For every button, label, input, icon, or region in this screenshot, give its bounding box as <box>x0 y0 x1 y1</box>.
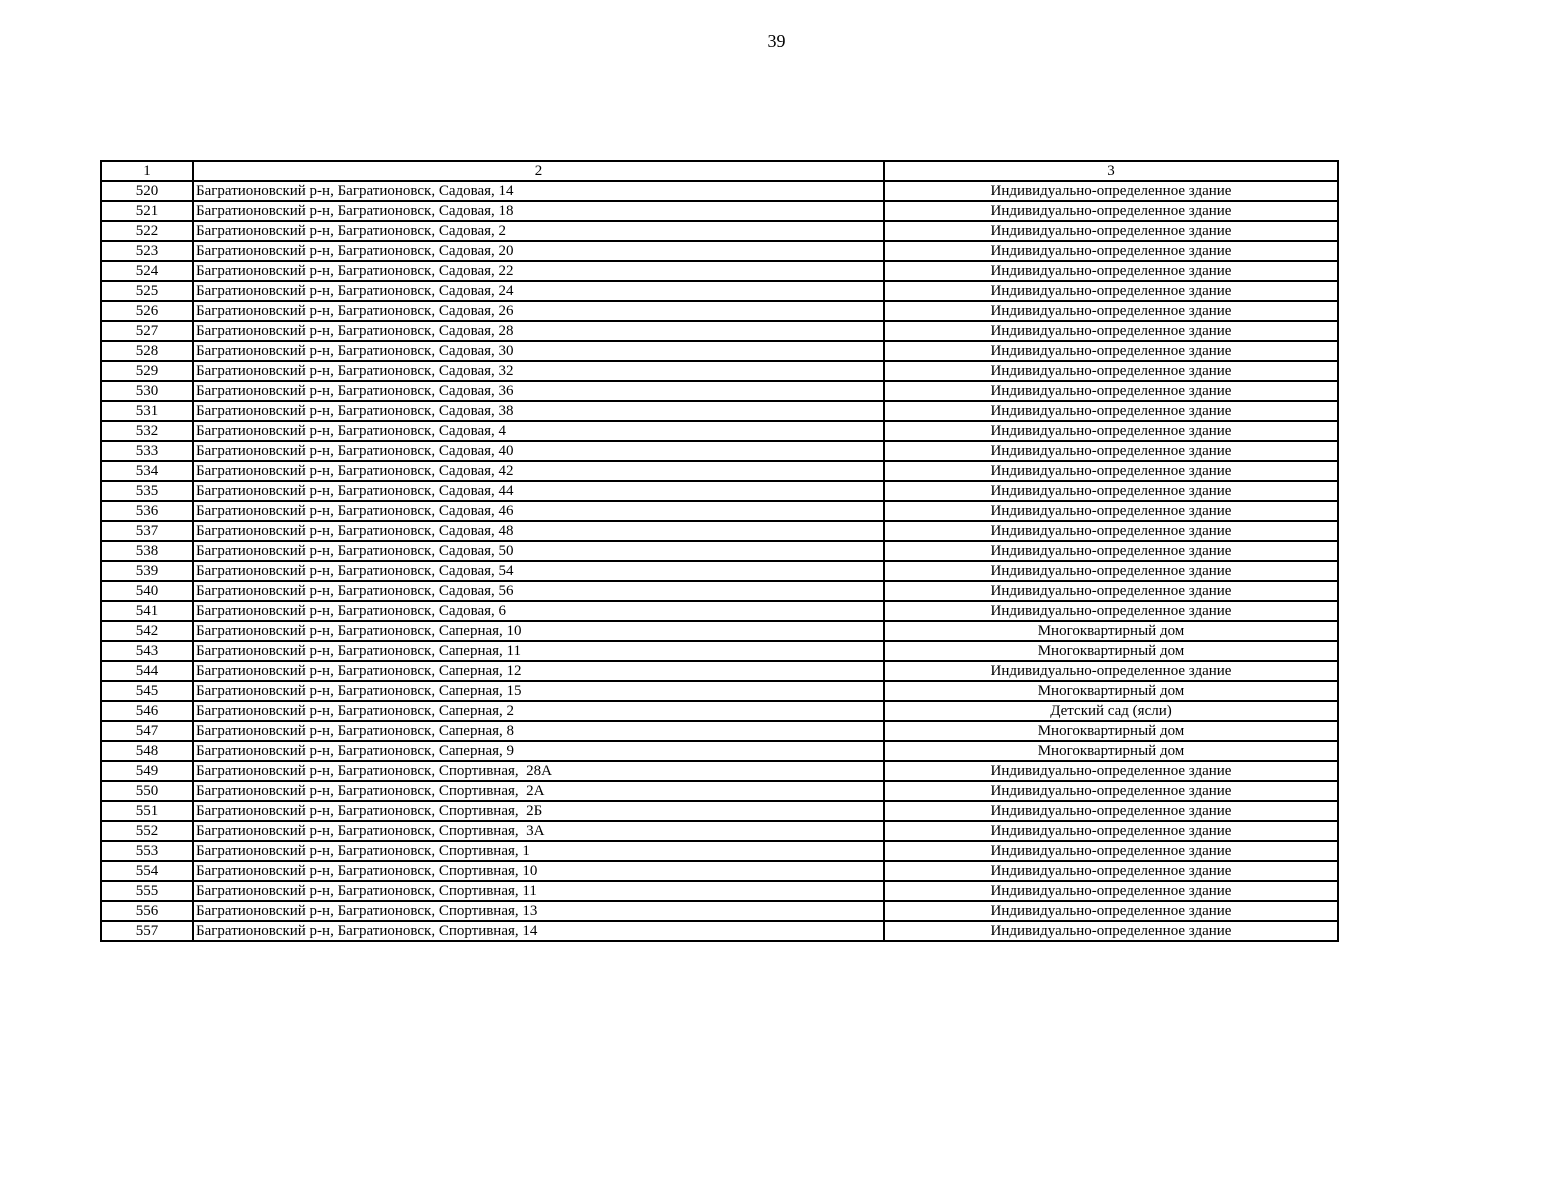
row-number-cell: 552 <box>101 821 193 841</box>
table-row <box>101 321 1338 341</box>
address-cell: Багратионовский р-н, Багратионовск, Спортивная, 11 <box>193 881 884 901</box>
building-type-cell: Индивидуально-определенное здание <box>884 301 1338 321</box>
address-cell: Багратионовский р-н, Багратионовск, Садовая, 42 <box>193 461 884 481</box>
row-number-cell: 547 <box>101 721 193 741</box>
address-cell: Багратионовский р-н, Багратионовск, Саперная, 2 <box>193 701 884 721</box>
address-cell: Багратионовский р-н, Багратионовск, Садовая, 22 <box>193 261 884 281</box>
row-number-cell: 524 <box>101 261 193 281</box>
address-cell: Багратионовский р-н, Багратионовск, Садовая, 40 <box>193 441 884 461</box>
table-row <box>101 681 1338 701</box>
building-type-cell: Индивидуально-определенное здание <box>884 261 1338 281</box>
building-type-cell: Индивидуально-определенное здание <box>884 561 1338 581</box>
row-number-cell: 520 <box>101 181 193 201</box>
table-row <box>101 481 1338 501</box>
building-type-cell: Многоквартирный дом <box>884 621 1338 641</box>
address-cell: Багратионовский р-н, Багратионовск, Садовая, 14 <box>193 181 884 201</box>
building-type-cell: Индивидуально-определенное здание <box>884 841 1338 861</box>
row-number-cell: 527 <box>101 321 193 341</box>
table-row <box>101 661 1338 681</box>
building-type-cell: Индивидуально-определенное здание <box>884 881 1338 901</box>
row-number-cell: 522 <box>101 221 193 241</box>
building-type-cell: Индивидуально-определенное здание <box>884 661 1338 681</box>
address-cell: Багратионовский р-н, Багратионовск, Саперная, 9 <box>193 741 884 761</box>
building-type-cell: Многоквартирный дом <box>884 681 1338 701</box>
row-number-cell: 549 <box>101 761 193 781</box>
address-cell: Багратионовский р-н, Багратионовск, Садовая, 48 <box>193 521 884 541</box>
building-type-cell: Индивидуально-определенное здание <box>884 581 1338 601</box>
address-cell: Багратионовский р-н, Багратионовск, Садовая, 30 <box>193 341 884 361</box>
table-row <box>101 221 1338 241</box>
table-body <box>101 181 1338 941</box>
building-type-cell: Индивидуально-определенное здание <box>884 361 1338 381</box>
row-number-cell: 525 <box>101 281 193 301</box>
row-number-cell: 550 <box>101 781 193 801</box>
building-type-cell: Индивидуально-определенное здание <box>884 781 1338 801</box>
building-type-cell: Индивидуально-определенное здание <box>884 201 1338 221</box>
header-row <box>101 161 1338 181</box>
address-cell: Багратионовский р-н, Багратионовск, Садовая, 18 <box>193 201 884 221</box>
row-number-cell: 526 <box>101 301 193 321</box>
address-cell: Багратионовский р-н, Багратионовск, Садовая, 46 <box>193 501 884 521</box>
address-cell: Багратионовский р-н, Багратионовск, Спортивная, 28А <box>193 761 884 781</box>
row-number-cell: 544 <box>101 661 193 681</box>
building-type-cell: Индивидуально-определенное здание <box>884 921 1338 941</box>
address-cell: Багратионовский р-н, Багратионовск, Садовая, 56 <box>193 581 884 601</box>
address-cell: Багратионовский р-н, Багратионовск, Садовая, 26 <box>193 301 884 321</box>
row-number-cell: 548 <box>101 741 193 761</box>
address-cell: Багратионовский р-н, Багратионовск, Спортивная, 13 <box>193 901 884 921</box>
address-cell: Багратионовский р-н, Багратионовск, Спортивная, 10 <box>193 861 884 881</box>
table-row <box>101 801 1338 821</box>
address-cell: Багратионовский р-н, Багратионовск, Садовая, 28 <box>193 321 884 341</box>
table-row <box>101 281 1338 301</box>
building-type-cell: Индивидуально-определенное здание <box>884 281 1338 301</box>
building-type-cell: Индивидуально-определенное здание <box>884 761 1338 781</box>
row-number-cell: 551 <box>101 801 193 821</box>
building-type-cell: Индивидуально-определенное здание <box>884 221 1338 241</box>
row-number-cell: 554 <box>101 861 193 881</box>
table-row <box>101 901 1338 921</box>
header-col-3: 3 <box>884 161 1338 181</box>
row-number-cell: 530 <box>101 381 193 401</box>
building-type-cell: Индивидуально-определенное здание <box>884 241 1338 261</box>
table-row <box>101 381 1338 401</box>
table-row <box>101 461 1338 481</box>
address-cell: Багратионовский р-н, Багратионовск, Садовая, 36 <box>193 381 884 401</box>
header-col-2: 2 <box>193 161 884 181</box>
address-cell: Багратионовский р-н, Багратионовск, Спортивная, 14 <box>193 921 884 941</box>
table-row <box>101 301 1338 321</box>
table-row <box>101 241 1338 261</box>
table-header <box>101 161 1338 181</box>
building-type-cell: Индивидуально-определенное здание <box>884 821 1338 841</box>
row-number-cell: 540 <box>101 581 193 601</box>
address-cell: Багратионовский р-н, Багратионовск, Саперная, 15 <box>193 681 884 701</box>
building-type-cell: Индивидуально-определенное здание <box>884 521 1338 541</box>
table-row <box>101 721 1338 741</box>
row-number-cell: 536 <box>101 501 193 521</box>
table-row <box>101 821 1338 841</box>
address-cell: Багратионовский р-н, Багратионовск, Садовая, 44 <box>193 481 884 501</box>
building-type-cell: Индивидуально-определенное здание <box>884 321 1338 341</box>
table-row <box>101 341 1338 361</box>
table-row <box>101 641 1338 661</box>
row-number-cell: 556 <box>101 901 193 921</box>
building-type-cell: Индивидуально-определенное здание <box>884 501 1338 521</box>
building-type-cell: Многоквартирный дом <box>884 721 1338 741</box>
table-row <box>101 861 1338 881</box>
building-type-cell: Индивидуально-определенное здание <box>884 601 1338 621</box>
building-type-cell: Индивидуально-определенное здание <box>884 421 1338 441</box>
row-number-cell: 521 <box>101 201 193 221</box>
table-row <box>101 421 1338 441</box>
row-number-cell: 532 <box>101 421 193 441</box>
address-cell: Багратионовский р-н, Багратионовск, Садовая, 2 <box>193 221 884 241</box>
table-row <box>101 841 1338 861</box>
row-number-cell: 542 <box>101 621 193 641</box>
building-type-cell: Индивидуально-определенное здание <box>884 461 1338 481</box>
row-number-cell: 541 <box>101 601 193 621</box>
table-row <box>101 501 1338 521</box>
building-type-cell: Индивидуально-определенное здание <box>884 861 1338 881</box>
row-number-cell: 533 <box>101 441 193 461</box>
table-row <box>101 881 1338 901</box>
building-type-cell: Индивидуально-определенное здание <box>884 441 1338 461</box>
table-row <box>101 741 1338 761</box>
table-row <box>101 561 1338 581</box>
table-row <box>101 601 1338 621</box>
table-row <box>101 541 1338 561</box>
address-cell: Багратионовский р-н, Багратионовск, Спортивная, 2Б <box>193 801 884 821</box>
page-number: 39 <box>767 31 786 51</box>
table-row <box>101 781 1338 801</box>
building-type-cell: Индивидуально-определенное здание <box>884 801 1338 821</box>
building-type-cell: Детский сад (ясли) <box>884 701 1338 721</box>
row-number-cell: 529 <box>101 361 193 381</box>
building-type-cell: Индивидуально-определенное здание <box>884 181 1338 201</box>
header-col-1: 1 <box>101 161 193 181</box>
row-number-cell: 523 <box>101 241 193 261</box>
table-row <box>101 921 1338 941</box>
building-type-cell: Индивидуально-определенное здание <box>884 481 1338 501</box>
buildings-table <box>100 160 1339 942</box>
table-row <box>101 401 1338 421</box>
row-number-cell: 543 <box>101 641 193 661</box>
building-type-cell: Многоквартирный дом <box>884 741 1338 761</box>
address-cell: Багратионовский р-н, Багратионовск, Саперная, 8 <box>193 721 884 741</box>
address-cell: Багратионовский р-н, Багратионовск, Садовая, 38 <box>193 401 884 421</box>
table-row <box>101 521 1338 541</box>
row-number-cell: 546 <box>101 701 193 721</box>
row-number-cell: 555 <box>101 881 193 901</box>
address-cell: Багратионовский р-н, Багратионовск, Спортивная, 2А <box>193 781 884 801</box>
address-cell: Багратионовский р-н, Багратионовск, Саперная, 11 <box>193 641 884 661</box>
building-type-cell: Многоквартирный дом <box>884 641 1338 661</box>
table-row <box>101 201 1338 221</box>
row-number-cell: 545 <box>101 681 193 701</box>
row-number-cell: 553 <box>101 841 193 861</box>
table-row <box>101 581 1338 601</box>
address-cell: Багратионовский р-н, Багратионовск, Садовая, 4 <box>193 421 884 441</box>
building-type-cell: Индивидуально-определенное здание <box>884 901 1338 921</box>
row-number-cell: 557 <box>101 921 193 941</box>
row-number-cell: 539 <box>101 561 193 581</box>
row-number-cell: 528 <box>101 341 193 361</box>
address-cell: Багратионовский р-н, Багратионовск, Саперная, 12 <box>193 661 884 681</box>
address-cell: Багратионовский р-н, Багратионовск, Спортивная, 1 <box>193 841 884 861</box>
row-number-cell: 537 <box>101 521 193 541</box>
address-cell: Багратионовский р-н, Багратионовск, Садовая, 6 <box>193 601 884 621</box>
address-cell: Багратионовский р-н, Багратионовск, Саперная, 10 <box>193 621 884 641</box>
table-row <box>101 261 1338 281</box>
row-number-cell: 531 <box>101 401 193 421</box>
address-cell: Багратионовский р-н, Багратионовск, Садовая, 32 <box>193 361 884 381</box>
table-row <box>101 361 1338 381</box>
building-type-cell: Индивидуально-определенное здание <box>884 381 1338 401</box>
address-cell: Багратионовский р-н, Багратионовск, Садовая, 20 <box>193 241 884 261</box>
address-cell: Багратионовский р-н, Багратионовск, Садовая, 54 <box>193 561 884 581</box>
table-row <box>101 441 1338 461</box>
row-number-cell: 535 <box>101 481 193 501</box>
address-cell: Багратионовский р-н, Багратионовск, Садовая, 24 <box>193 281 884 301</box>
table-row <box>101 621 1338 641</box>
building-type-cell: Индивидуально-определенное здание <box>884 401 1338 421</box>
address-cell: Багратионовский р-н, Багратионовск, Садовая, 50 <box>193 541 884 561</box>
row-number-cell: 538 <box>101 541 193 561</box>
row-number-cell: 534 <box>101 461 193 481</box>
table-row <box>101 181 1338 201</box>
address-cell: Багратионовский р-н, Багратионовск, Спортивная, 3А <box>193 821 884 841</box>
building-type-cell: Индивидуально-определенное здание <box>884 341 1338 361</box>
table-row <box>101 701 1338 721</box>
table-row <box>101 761 1338 781</box>
building-type-cell: Индивидуально-определенное здание <box>884 541 1338 561</box>
